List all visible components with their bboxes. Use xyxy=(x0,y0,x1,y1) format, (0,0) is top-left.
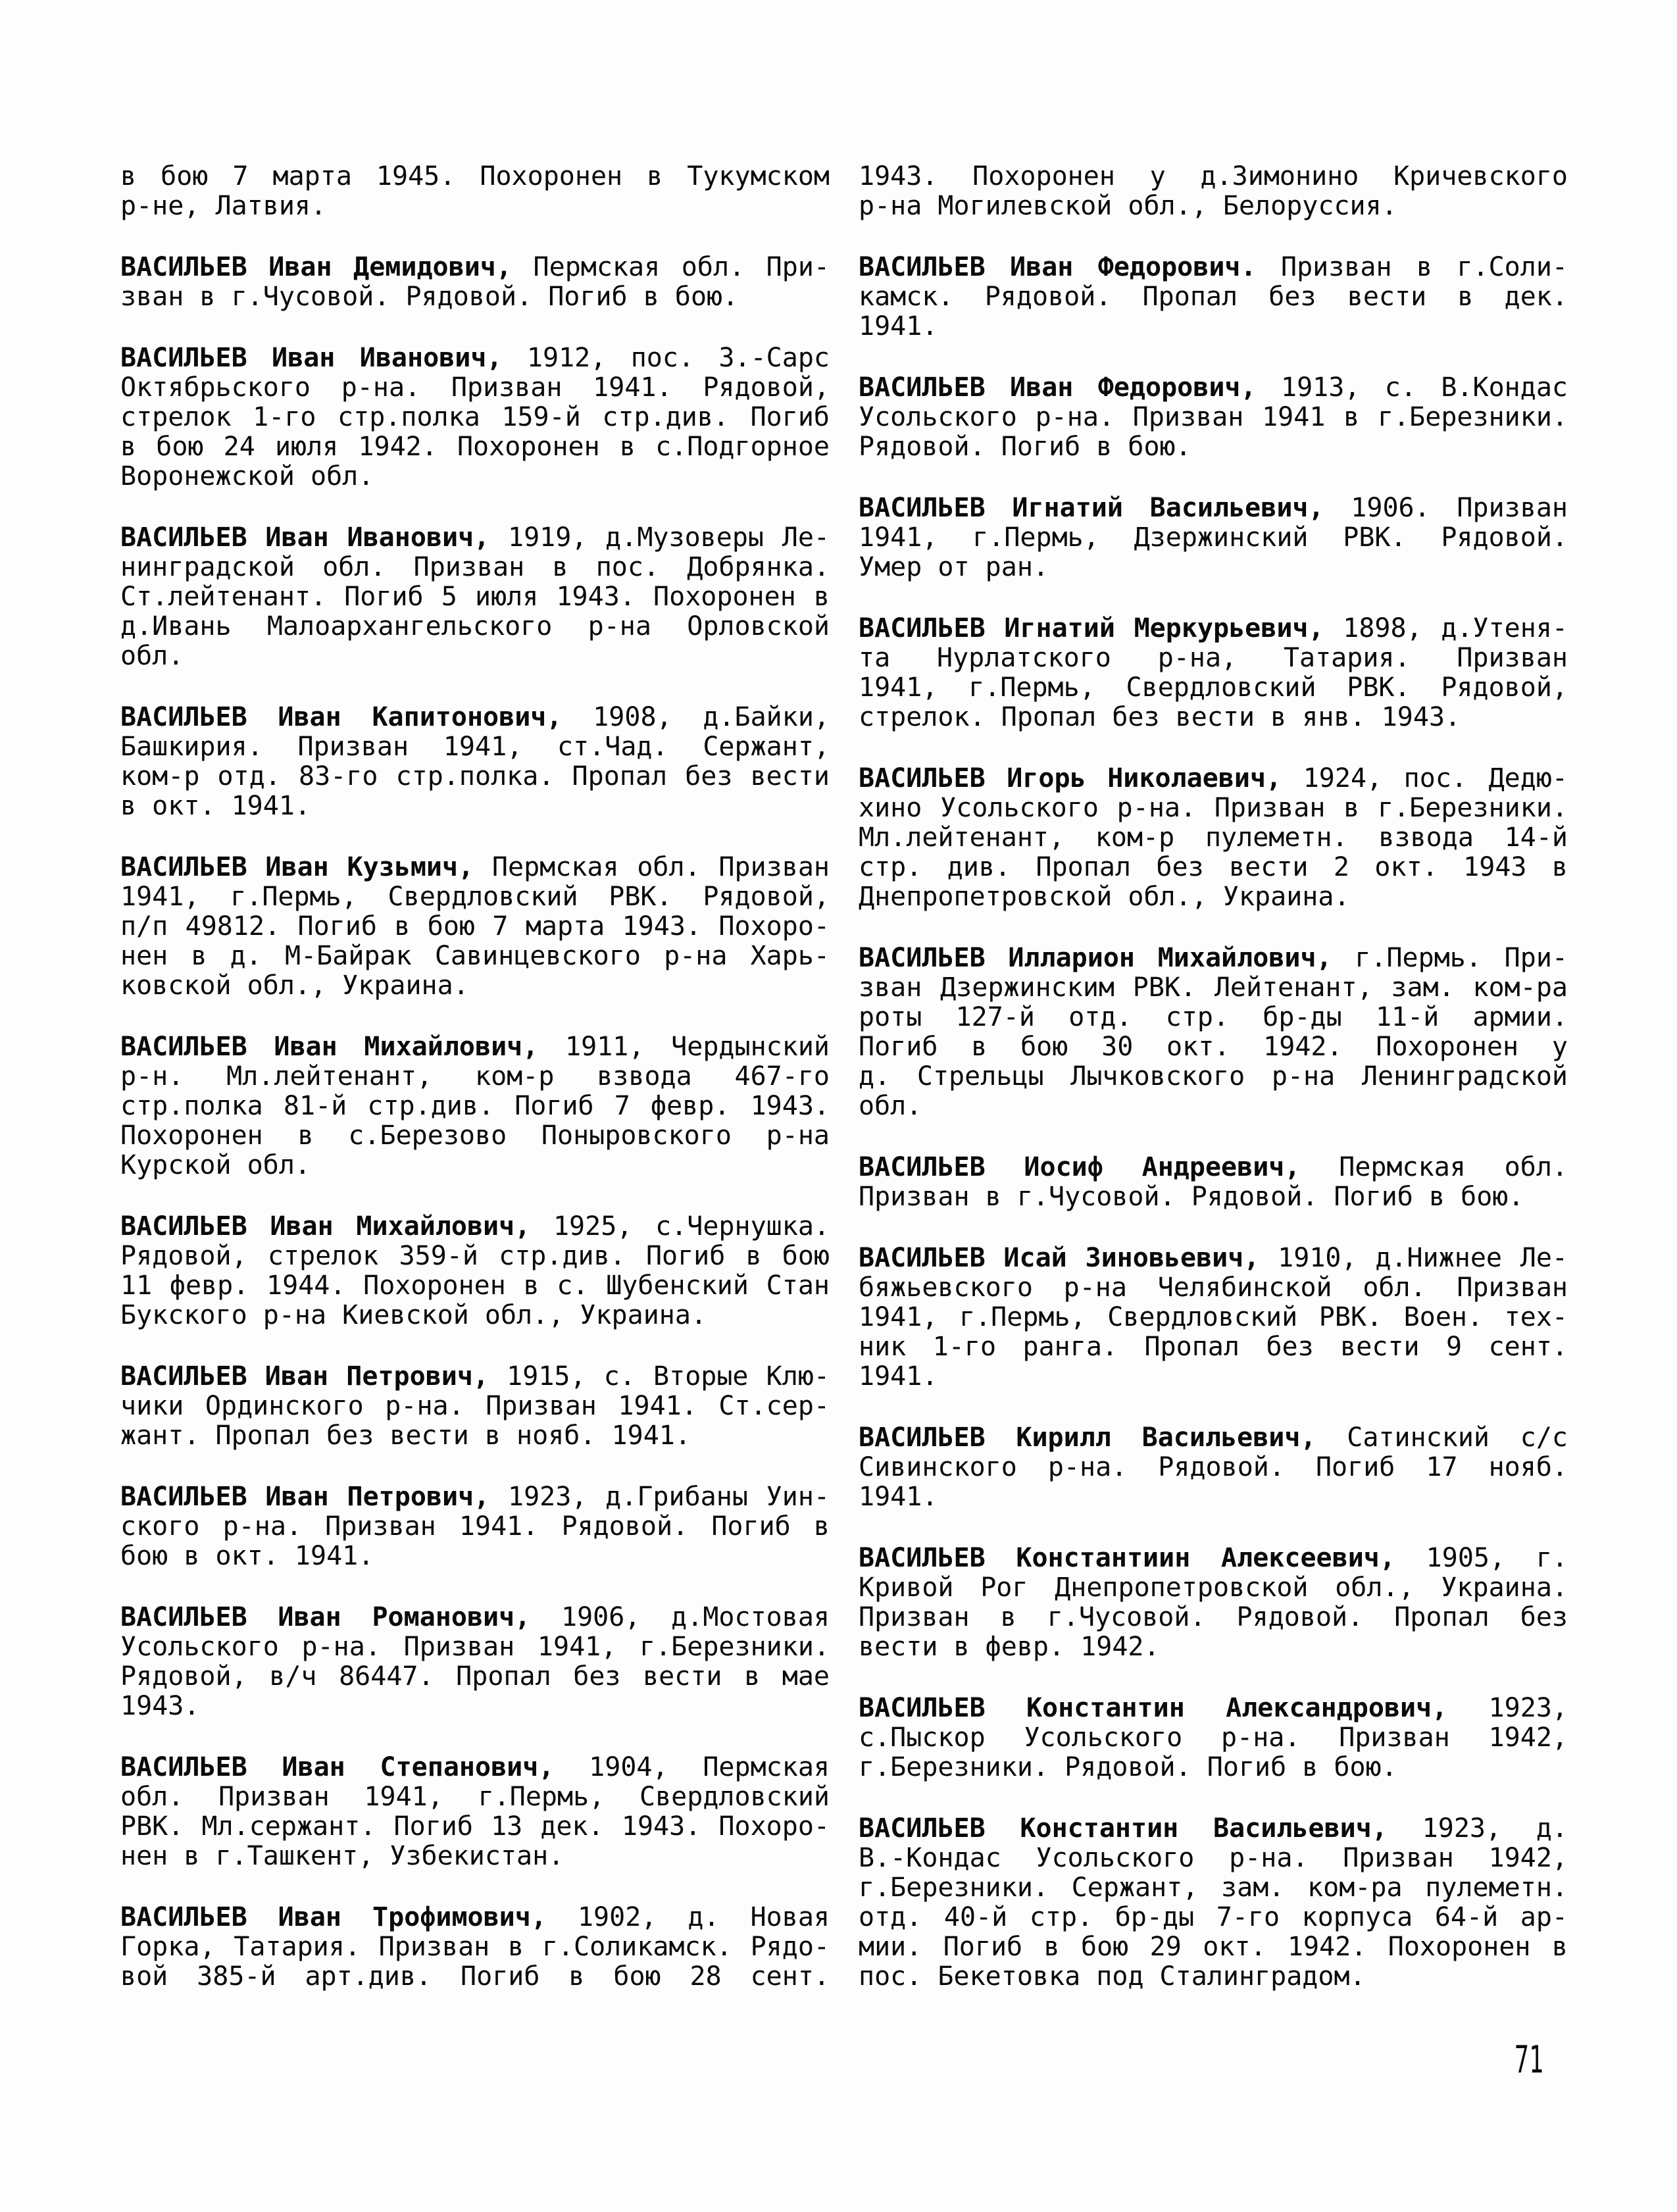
entry-line: мии. Погиб в бою 29 окт. 1942. Похоронен в xyxy=(859,1932,1568,1962)
entry-line: Призван в г.Чусовой. Рядовой. Погиб в бою. xyxy=(859,1182,1524,1212)
entry-line: ВАСИЛЬЕВ Иван Федорович, 1913, с. В.Кондас xyxy=(859,372,1568,403)
memorial-entry xyxy=(120,253,830,312)
entry-line: Кривой Рог Днепропетровской обл., Украина. xyxy=(859,1572,1568,1603)
entry-line: ВАСИЛЬЕВ Иван Федорович. Призван в г.Соли- xyxy=(859,252,1568,282)
entry-person-name: ВАСИЛЬЕВ Иван Иванович, xyxy=(120,343,503,373)
entry-line: пос. Бекетовка под Сталинградом. xyxy=(859,1961,1366,1992)
entry-person-name: ВАСИЛЬЕВ Иван Михайлович, xyxy=(120,1211,531,1242)
memorial-entry xyxy=(859,1694,1568,1782)
memorial-entry xyxy=(859,253,1568,341)
entry-line: ВАСИЛЬЕВ Игнатий Васильевич, 1906. Призван xyxy=(859,493,1568,523)
entry-line: ВАСИЛЬЕВ Илларион Михайлович, г.Пермь. При- xyxy=(859,943,1568,973)
memorial-entry xyxy=(859,1244,1568,1392)
entry-line: Похоронен в с.Березово Поныровского р-на xyxy=(120,1120,830,1151)
entry-line: 1941, г.Пермь, Дзержинский РВК. Рядовой. xyxy=(859,522,1568,553)
entry-line: ВАСИЛЬЕВ Иван Иванович, 1919, д.Музоверы Ле- xyxy=(120,522,830,553)
entry-line: жант. Пропал без вести в нояб. 1941. xyxy=(120,1420,691,1451)
entry-person-name: ВАСИЛЬЕВ Иван Демидович, xyxy=(120,252,512,282)
entry-line: 1943. xyxy=(120,1691,200,1721)
entry-line: ВАСИЛЬЕВ Иван Романович, 1906, д.Мостовая xyxy=(120,1602,830,1632)
entry-line: зван Дзержинским РВК. Лейтенант, зам. ком-ра xyxy=(859,972,1568,1003)
entry-line: 11 февр. 1944. Похоронен в с. Шубенский Стан xyxy=(120,1270,830,1301)
entry-line: ВАСИЛЬЕВ Кирилл Васильевич, Сатинский с/с xyxy=(859,1422,1568,1453)
entry-line: д.Ивань Малоархангельского р-на Орловской xyxy=(120,611,830,641)
entry-line: Горка, Татария. Призван в г.Соликамск. Рядо- xyxy=(120,1932,830,1962)
memorial-entry xyxy=(120,1482,830,1571)
entry-person-name: ВАСИЛЬЕВ Иван Трофимович, xyxy=(120,1902,547,1932)
entry-line: в окт. 1941. xyxy=(120,791,311,821)
entry-person-name: ВАСИЛЬЕВ Иван Капитонович, xyxy=(120,702,563,732)
entry-person-name: ВАСИЛЬЕВ Иван Иванович, xyxy=(120,522,490,553)
entry-line: обл. xyxy=(859,1091,922,1121)
memorial-entry xyxy=(120,1603,830,1721)
entry-line: нен в д. М-Байрак Савинцевского р-на Харь- xyxy=(120,941,830,971)
entry-person-name: ВАСИЛЬЕВ Константин Васильевич, xyxy=(859,1813,1388,1844)
entry-line: ВАСИЛЬЕВ Исай Зиновьевич, 1910, д.Нижнее Ле- xyxy=(859,1243,1568,1273)
entry-person-name: ВАСИЛЬЕВ Иван Кузьмич, xyxy=(120,852,474,882)
entry-line: 1941, г.Пермь, Свердловский РВК. Рядовой, xyxy=(120,882,830,912)
entry-line: обл. xyxy=(120,641,184,671)
entry-line: р-не, Латвия. xyxy=(120,191,327,221)
entry-line: ского р-на. Призван 1941. Рядовой. Погиб в xyxy=(120,1511,830,1542)
entry-person-name: ВАСИЛЬЕВ Иван Федорович, xyxy=(859,372,1257,403)
memorial-entry xyxy=(120,853,830,1001)
memorial-entry xyxy=(859,493,1568,582)
entry-line: г.Березники. Сержант, зам. ком-ра пулеметн. xyxy=(859,1873,1568,1903)
entry-line: ВАСИЛЬЕВ Иван Трофимович, 1902, д. Новая xyxy=(120,1902,830,1932)
entry-line: Усольского р-на. Призван 1941 в г.Березники. xyxy=(859,402,1568,432)
entry-line: роты 127-й отд. стр. бр-ды 11-й армии. xyxy=(859,1002,1568,1032)
entry-line: нинградской обл. Призван в пос. Добрянка. xyxy=(120,552,830,582)
entry-line: 1941. xyxy=(859,1361,938,1392)
memorial-entry xyxy=(120,1753,830,1871)
entry-line: Рядовой, в/ч 86447. Пропал без вести в мае xyxy=(120,1661,830,1692)
entry-line: г.Березники. Рядовой. Погиб в бою. xyxy=(859,1752,1397,1782)
entry-line: ВАСИЛЬЕВ Иван Кузьмич, Пермская обл. Призван xyxy=(120,852,830,882)
right-text-column xyxy=(859,162,1568,1992)
entry-line: р-н. Мл.лейтенант, ком-р взвода 467-го xyxy=(120,1061,830,1092)
entry-line: с.Пыскор Усольского р-на. Призван 1942, xyxy=(859,1722,1568,1753)
entry-line: вой 385-й арт.див. Погиб в бою 28 сент. xyxy=(120,1961,830,1992)
memorial-entry xyxy=(859,373,1568,462)
entry-line: ВАСИЛЬЕВ Иван Петрович, 1915, с. Вторые Клю- xyxy=(120,1361,830,1392)
memorial-entry xyxy=(859,1423,1568,1512)
entry-person-name: ВАСИЛЬЕВ Игорь Николаевич, xyxy=(859,763,1282,793)
entry-line: чики Ординского р-на. Призван 1941. Ст.сер- xyxy=(120,1391,830,1421)
entry-line: д. Стрельцы Лычковского р-на Ленинградской xyxy=(859,1061,1568,1092)
entry-person-name: ВАСИЛЬЕВ Игнатий Васильевич, xyxy=(859,493,1324,523)
entry-line: нен в г.Ташкент, Узбекистан. xyxy=(120,1841,564,1871)
entry-person-name: ВАСИЛЬЕВ Исай Зиновьевич, xyxy=(859,1243,1260,1273)
entry-line: бою в окт. 1941. xyxy=(120,1541,374,1571)
memorial-entry xyxy=(120,1212,830,1330)
memorial-entry xyxy=(120,162,830,221)
entry-line: Букского р-на Киевской обл., Украина. xyxy=(120,1300,707,1330)
entry-line: ВАСИЛЬЕВ Иван Петрович, 1923, д.Грибаны Уин- xyxy=(120,1482,830,1512)
entry-line: зван в г.Чусовой. Рядовой. Погиб в бою. xyxy=(120,282,739,312)
memorial-entry xyxy=(120,1362,830,1451)
entry-person-name: ВАСИЛЬЕВ Иван Романович, xyxy=(120,1602,531,1632)
entry-line: в бою 7 марта 1945. Похоронен в Тукумском xyxy=(120,161,830,191)
memorial-entry xyxy=(120,343,830,491)
entry-line: стр. див. Пропал без вести 2 окт. 1943 в xyxy=(859,852,1568,882)
entry-line: ВАСИЛЬЕВ Игнатий Меркурьевич, 1898, д.Утеня- xyxy=(859,613,1568,643)
entry-line: Рядовой, стрелок 359-й стр.див. Погиб в бою xyxy=(120,1241,830,1271)
entry-person-name: ВАСИЛЬЕВ Иван Степанович, xyxy=(120,1752,555,1782)
left-text-column xyxy=(120,162,830,1992)
entry-person-name: ВАСИЛЬЕВ Иван Петрович, xyxy=(120,1361,489,1392)
entry-person-name: ВАСИЛЬЕВ Иван Михайлович, xyxy=(120,1032,539,1062)
entry-line: ВАСИЛЬЕВ Константин Васильевич, 1923, д. xyxy=(859,1813,1568,1844)
entry-line: стр.полка 81-й стр.див. Погиб 7 февр. 1943. xyxy=(120,1091,830,1121)
entry-line: бяжьевского р-на Челябинской обл. Призван xyxy=(859,1272,1568,1303)
entry-line: ВАСИЛЬЕВ Иван Иванович, 1912, пос. З.-Сарс xyxy=(120,343,830,373)
entry-line: ВАСИЛЬЕВ Иван Капитонович, 1908, д.Байки, xyxy=(120,702,830,732)
page-number: 71 xyxy=(1514,2038,1543,2082)
entry-line: Усольского р-на. Призван 1941, г.Березники. xyxy=(120,1632,830,1662)
entry-line: 1941, г.Пермь, Свердловский РВК. Рядовой, xyxy=(859,672,1568,703)
entry-line: РВК. Мл.сержант. Погиб 13 дек. 1943. Похоро- xyxy=(120,1811,830,1842)
entry-line: ковской обл., Украина. xyxy=(120,970,469,1001)
entry-line: ком-р отд. 83-го стр.полка. Пропал без вести xyxy=(120,761,830,792)
memorial-entry xyxy=(120,703,830,821)
entry-line: 1943. Похоронен у д.Зимонино Кричевского xyxy=(859,161,1568,191)
entry-line: Башкирия. Призван 1941, ст.Чад. Сержант, xyxy=(120,732,830,762)
entry-line: Рядовой. Погиб в бою. xyxy=(859,432,1191,462)
entry-line: Призван в г.Чусовой. Рядовой. Пропал без xyxy=(859,1602,1568,1632)
entry-line: ВАСИЛЬЕВ Константин Александрович, 1923, xyxy=(859,1693,1568,1723)
entry-line: Умер от ран. xyxy=(859,552,1049,582)
entry-person-name: ВАСИЛЬЕВ Константин Александрович, xyxy=(859,1693,1448,1723)
memorial-entry xyxy=(859,1814,1568,1992)
entry-person-name: ВАСИЛЬЕВ Кирилл Васильевич, xyxy=(859,1422,1316,1453)
memorial-entry xyxy=(859,614,1568,732)
entry-person-name: ВАСИЛЬЕВ Илларион Михайлович, xyxy=(859,943,1332,973)
entry-line: Курской обл. xyxy=(120,1150,311,1180)
entry-person-name: ВАСИЛЬЕВ Иосиф Андреевич, xyxy=(859,1152,1301,1182)
entry-person-name: ВАСИЛЬЕВ Иван Петрович, xyxy=(120,1482,490,1512)
entry-person-name: ВАСИЛЬЕВ Константиин Алексеевич, xyxy=(859,1543,1395,1573)
memorial-entry xyxy=(859,1544,1568,1662)
entry-line: обл. Призван 1941, г.Пермь, Свердловский xyxy=(120,1782,830,1812)
entry-line: ВАСИЛЬЕВ Иван Михайлович, 1925, с.Чернушка. xyxy=(120,1211,830,1242)
entry-line: Днепропетровской обл., Украина. xyxy=(859,882,1350,912)
entry-line: п/п 49812. Погиб в бою 7 марта 1943. Похоро- xyxy=(120,911,830,942)
entry-line: камск. Рядовой. Пропал без вести в дек. xyxy=(859,282,1568,312)
entry-line: 1941. xyxy=(859,1482,938,1512)
entry-line: ВАСИЛЬЕВ Иосиф Андреевич, Пермская обл. xyxy=(859,1152,1568,1182)
entry-line: стрелок 1-го стр.полка 159-й стр.див. Погиб xyxy=(120,402,830,432)
entry-line: 1941, г.Пермь, Свердловский РВК. Воен. тех- xyxy=(859,1302,1568,1332)
entry-line: отд. 40-й стр. бр-ды 7-го корпуса 64-й ар- xyxy=(859,1902,1568,1932)
entry-line: хино Усольского р-на. Призван в г.Березники. xyxy=(859,793,1568,823)
entry-person-name: ВАСИЛЬЕВ Игнатий Меркурьевич, xyxy=(859,613,1324,643)
entry-line: ВАСИЛЬЕВ Иван Демидович, Пермская обл. При- xyxy=(120,252,830,282)
entry-line: Ст.лейтенант. Погиб 5 июля 1943. Похоронен в xyxy=(120,582,830,612)
entry-line: стрелок. Пропал без вести в янв. 1943. xyxy=(859,702,1461,732)
entry-line: 1941. xyxy=(859,311,938,341)
entry-line: р-на Могилевской обл., Белоруссия. xyxy=(859,191,1397,221)
memorial-entry xyxy=(859,943,1568,1121)
entry-line: Погиб в бою 30 окт. 1942. Похоронен у xyxy=(859,1032,1568,1062)
entry-line: ник 1-го ранга. Пропал без вести 9 сент. xyxy=(859,1332,1568,1362)
memorial-entry xyxy=(859,764,1568,912)
entry-line: Октябрьского р-на. Призван 1941. Рядовой, xyxy=(120,372,830,403)
memorial-entry xyxy=(120,1903,830,1992)
entry-line: ВАСИЛЬЕВ Константиин Алексеевич, 1905, г. xyxy=(859,1543,1568,1573)
entry-line: ВАСИЛЬЕВ Иван Михайлович, 1911, Чердынский xyxy=(120,1032,830,1062)
entry-line: вести в февр. 1942. xyxy=(859,1632,1160,1662)
entry-line: та Нурлатского р-на, Татария. Призван xyxy=(859,643,1568,673)
entry-line: В.-Кондас Усольского р-на. Призван 1942, xyxy=(859,1843,1568,1873)
entry-line: ВАСИЛЬЕВ Игорь Николаевич, 1924, пос. Дедю- xyxy=(859,763,1568,793)
entry-line: в бою 24 июля 1942. Похоронен в с.Подгорное xyxy=(120,432,830,462)
entry-line: Мл.лейтенант, ком-р пулеметн. взвода 14-й xyxy=(859,822,1568,853)
entry-line: Воронежской обл. xyxy=(120,461,374,491)
memorial-entry xyxy=(859,1153,1568,1212)
entry-line: ВАСИЛЬЕВ Иван Степанович, 1904, Пермская xyxy=(120,1752,830,1782)
memorial-entry xyxy=(859,162,1568,221)
memorial-entry xyxy=(120,523,830,671)
entry-line: Сивинского р-на. Рядовой. Погиб 17 нояб. xyxy=(859,1452,1568,1482)
entry-person-name: ВАСИЛЬЕВ Иван Федорович. xyxy=(859,252,1257,282)
memorial-entry xyxy=(120,1032,830,1180)
